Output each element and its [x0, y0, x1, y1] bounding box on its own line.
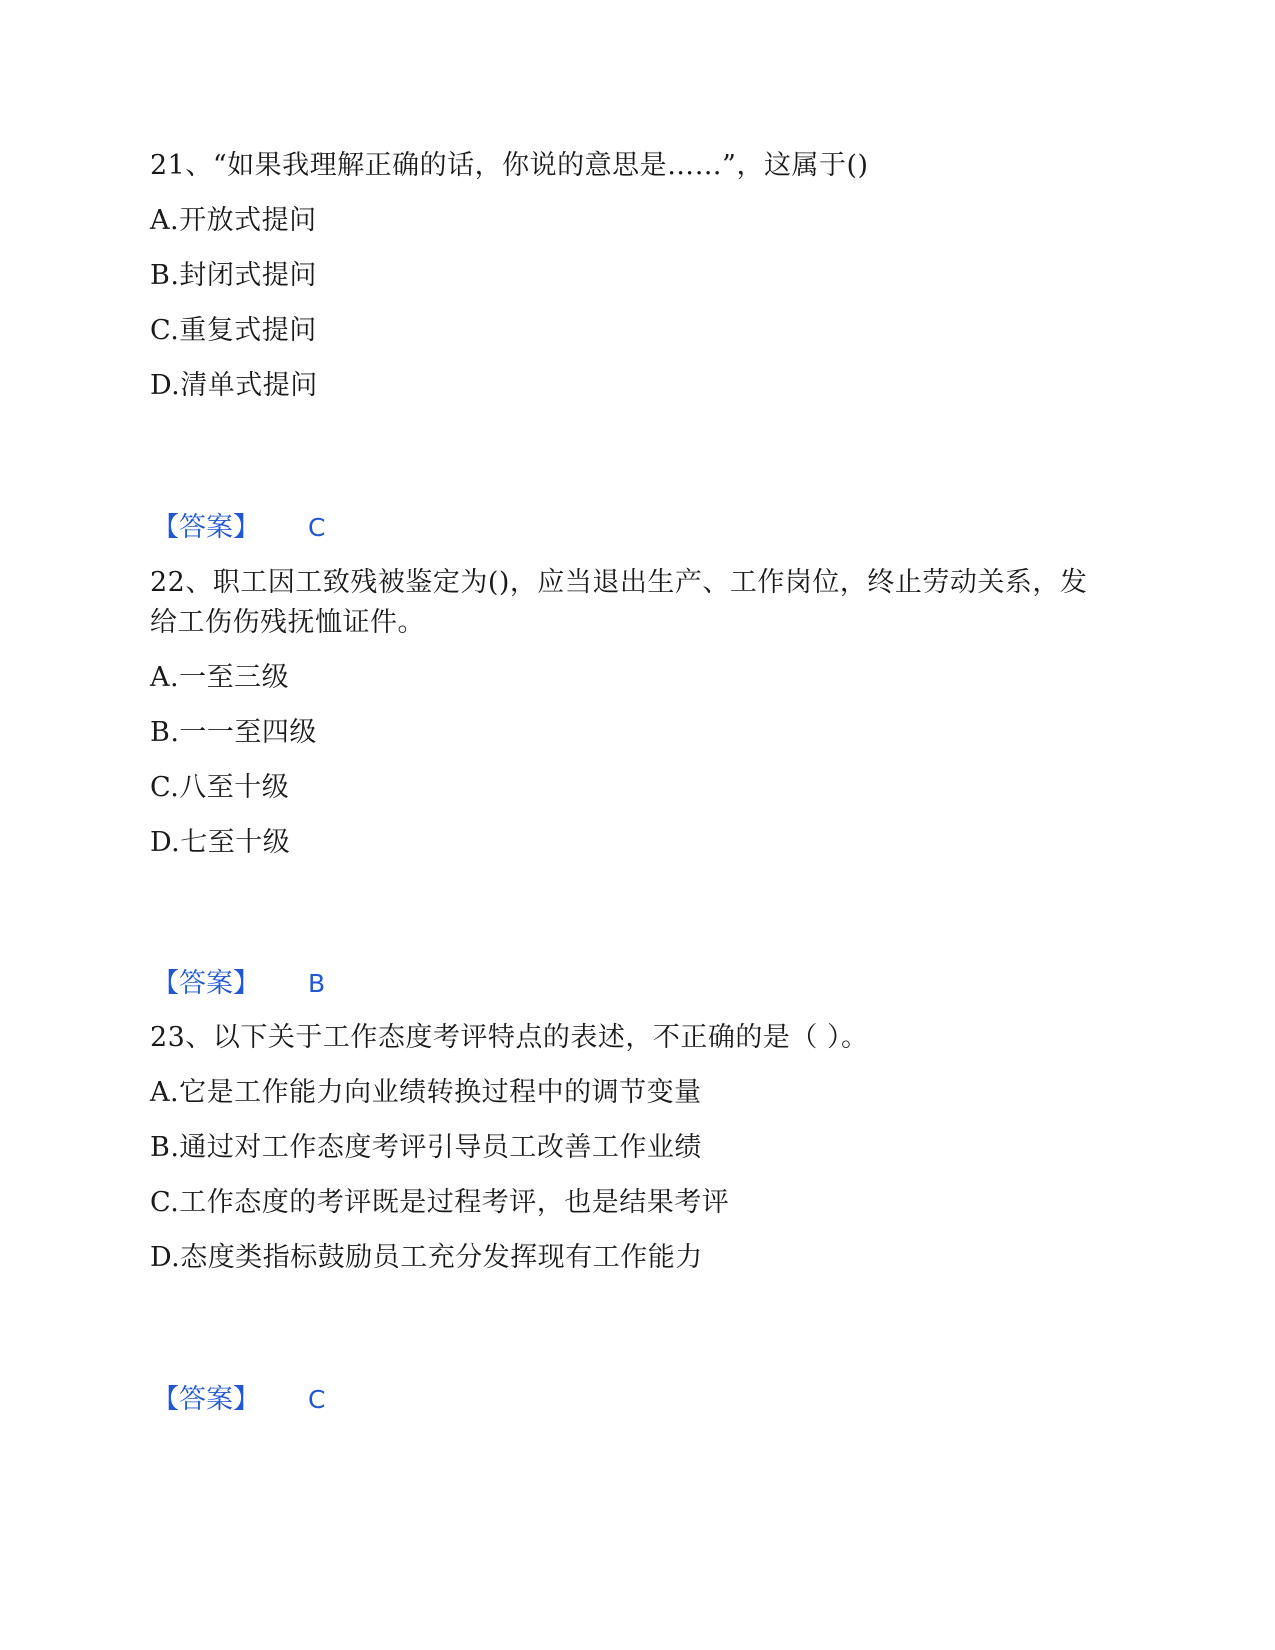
- question-23: [150, 1018, 1110, 1278]
- answer-label: 【答案】: [152, 968, 260, 999]
- question-stem: 21、“如果我理解正确的话，你说的意思是……”，这属于(): [150, 150, 869, 181]
- answer-22: [152, 964, 325, 1004]
- option-b: B.封闭式提问: [150, 260, 317, 291]
- option-d: D.态度类指标鼓励员工充分发挥现有工作能力: [150, 1242, 703, 1273]
- answer-21: [152, 508, 325, 548]
- question-21: [150, 146, 1110, 406]
- answer-value: B: [308, 969, 326, 998]
- answer-value: C: [308, 513, 326, 542]
- question-22: [150, 563, 1110, 863]
- answer-label: 【答案】: [152, 512, 260, 543]
- option-c: C.工作态度的考评既是过程考评，也是结果考评: [150, 1187, 730, 1218]
- answer-label: 【答案】: [152, 1384, 260, 1415]
- answer-23: [152, 1380, 325, 1420]
- option-b: B.一一至四级: [150, 717, 317, 748]
- option-b: B.通过对工作态度考评引导员工改善工作业绩: [150, 1132, 702, 1163]
- option-c: C.八至十级: [150, 772, 290, 803]
- option-a: A.开放式提问: [150, 205, 317, 236]
- option-d: D.七至十级: [150, 827, 291, 858]
- question-stem: 23、以下关于工作态度考评特点的表述，不正确的是（ ）。: [150, 1022, 869, 1053]
- option-a: A.它是工作能力向业绩转换过程中的调节变量: [150, 1077, 702, 1108]
- answer-value: C: [308, 1385, 326, 1414]
- option-d: D.清单式提问: [150, 370, 318, 401]
- question-stem: 22、职工因工致残被鉴定为()，应当退出生产、工作岗位，终止劳动关系，发给工伤伤残抚恤证件。: [150, 567, 1088, 638]
- option-a: A.一至三级: [150, 662, 290, 693]
- option-c: C.重复式提问: [150, 315, 317, 346]
